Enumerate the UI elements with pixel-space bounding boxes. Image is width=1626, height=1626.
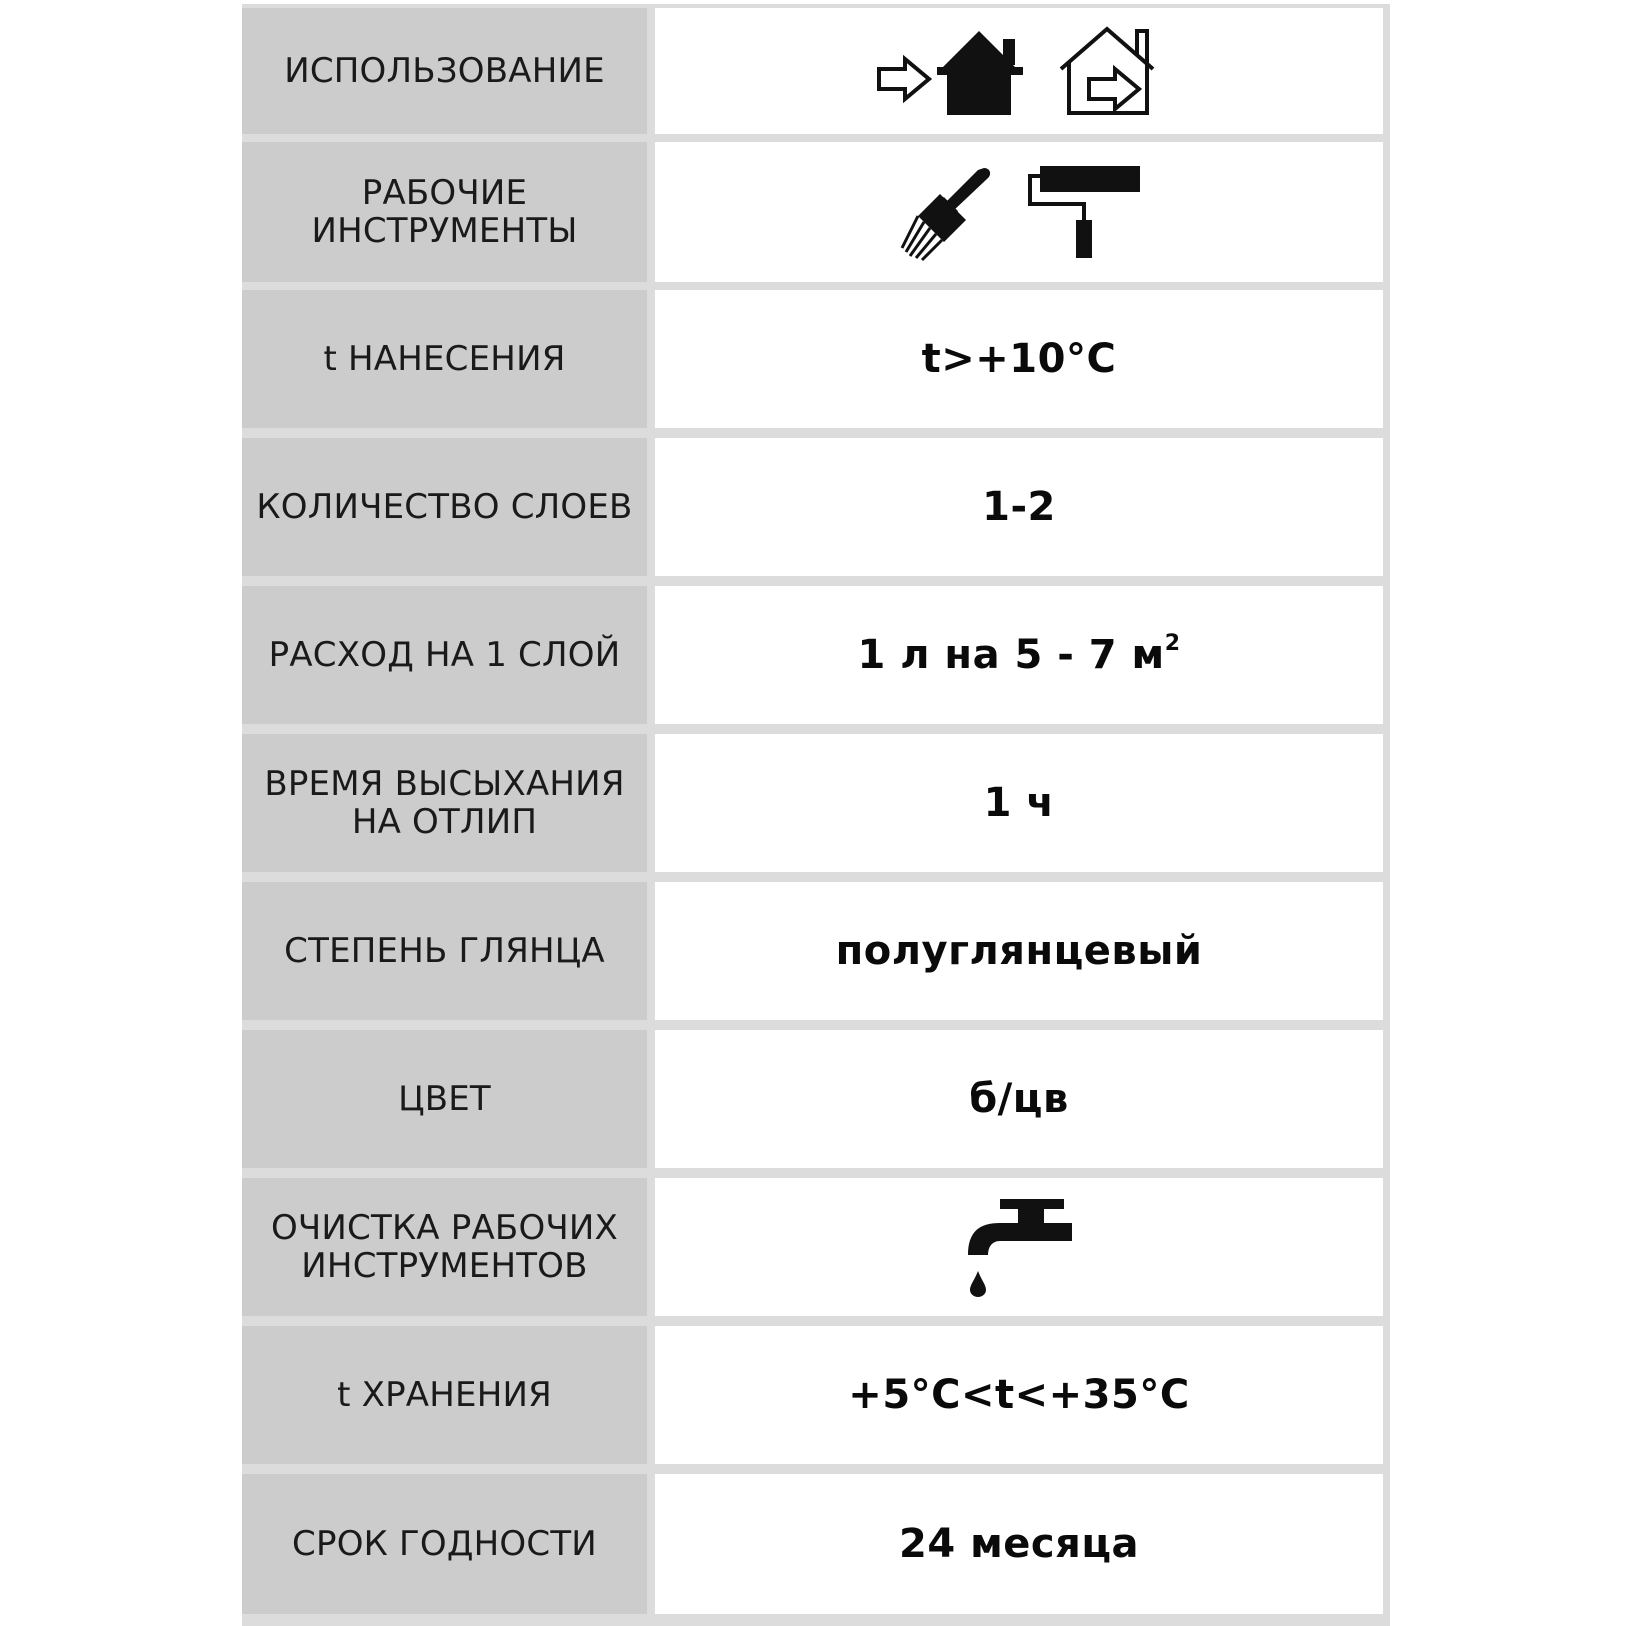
spec-value-cell — [655, 1178, 1383, 1316]
spec-value: б/цв — [969, 1076, 1069, 1122]
spec-label-cell — [242, 734, 647, 872]
cleaning-icons — [964, 1197, 1074, 1297]
spec-label-cell — [242, 1178, 647, 1316]
spec-value-cell — [655, 734, 1383, 872]
spec-label: t ХРАНЕНИЯ — [337, 1375, 552, 1415]
spec-value: t>+10°C — [921, 336, 1117, 382]
usage-icons — [873, 25, 1165, 117]
spec-label: ВРЕМЯ ВЫСЫХАНИЯ НА ОТЛИП — [264, 764, 625, 842]
spec-row-gloss — [242, 882, 1390, 1020]
spec-row-consumption — [242, 586, 1390, 724]
spec-row-layers — [242, 438, 1390, 576]
spec-label-cell — [242, 882, 647, 1020]
spec-label-cell — [242, 8, 647, 134]
spec-label-cell — [242, 142, 647, 282]
spec-label-cell — [242, 1326, 647, 1464]
spec-table — [242, 4, 1390, 1626]
spec-row-tools — [242, 142, 1390, 282]
spec-row-tool-cleaning — [242, 1178, 1390, 1316]
spec-value-cell — [655, 438, 1383, 576]
spec-label-cell — [242, 438, 647, 576]
spec-label: ОЧИСТКА РАБОЧИХ ИНСТРУМЕНТОВ — [270, 1208, 619, 1286]
spec-value — [857, 632, 1180, 678]
paintbrush-icon — [896, 162, 996, 262]
spec-label: КОЛИЧЕСТВО СЛОЕВ — [256, 487, 633, 527]
tools-icons — [896, 162, 1142, 262]
spec-label-cell — [242, 290, 647, 428]
spec-row-usage — [242, 8, 1390, 134]
spec-row-application-temp — [242, 290, 1390, 428]
spec-label: РАБОЧИЕ ИНСТРУМЕНТЫ — [311, 173, 578, 251]
spec-value: +5°C<t<+35°C — [848, 1372, 1190, 1418]
spec-label: СТЕПЕНЬ ГЛЯНЦА — [284, 931, 605, 971]
square-superscript: 2 — [1164, 631, 1181, 656]
spec-value-cell — [655, 1326, 1383, 1464]
spec-value: 1 ч — [983, 780, 1055, 826]
spec-label: СРОК ГОДНОСТИ — [292, 1524, 597, 1564]
spec-label-cell — [242, 1030, 647, 1168]
spec-label-cell — [242, 1474, 647, 1614]
spec-row-shelf-life — [242, 1474, 1390, 1614]
spec-value-cell — [655, 1030, 1383, 1168]
spec-value-cell — [655, 882, 1383, 1020]
spec-value: 24 месяца — [899, 1521, 1139, 1567]
spec-label: РАСХОД НА 1 СЛОЙ — [268, 635, 621, 675]
spec-label: ЦВЕТ — [398, 1079, 491, 1119]
spec-row-storage-temp — [242, 1326, 1390, 1464]
consumption-value: 1 л на 5 - 7 м — [857, 632, 1165, 678]
spec-value-cell — [655, 290, 1383, 428]
spec-row-drying-time — [242, 734, 1390, 872]
spec-label-cell — [242, 586, 647, 724]
outdoor-house-icon — [1055, 25, 1165, 117]
spec-value: полуглянцевый — [835, 928, 1203, 974]
spec-value-cell — [655, 586, 1383, 724]
spec-row-color — [242, 1030, 1390, 1168]
spec-label: ИСПОЛЬЗОВАНИЕ — [284, 51, 605, 91]
indoor-house-icon — [873, 25, 1033, 117]
water-tap-icon — [964, 1197, 1074, 1297]
spec-value-cell — [655, 142, 1383, 282]
spec-value-cell — [655, 1474, 1383, 1614]
spec-value: 1-2 — [982, 484, 1056, 530]
paint-roller-icon — [1026, 162, 1142, 262]
spec-value-cell — [655, 8, 1383, 134]
spec-label: t НАНЕСЕНИЯ — [323, 339, 566, 379]
